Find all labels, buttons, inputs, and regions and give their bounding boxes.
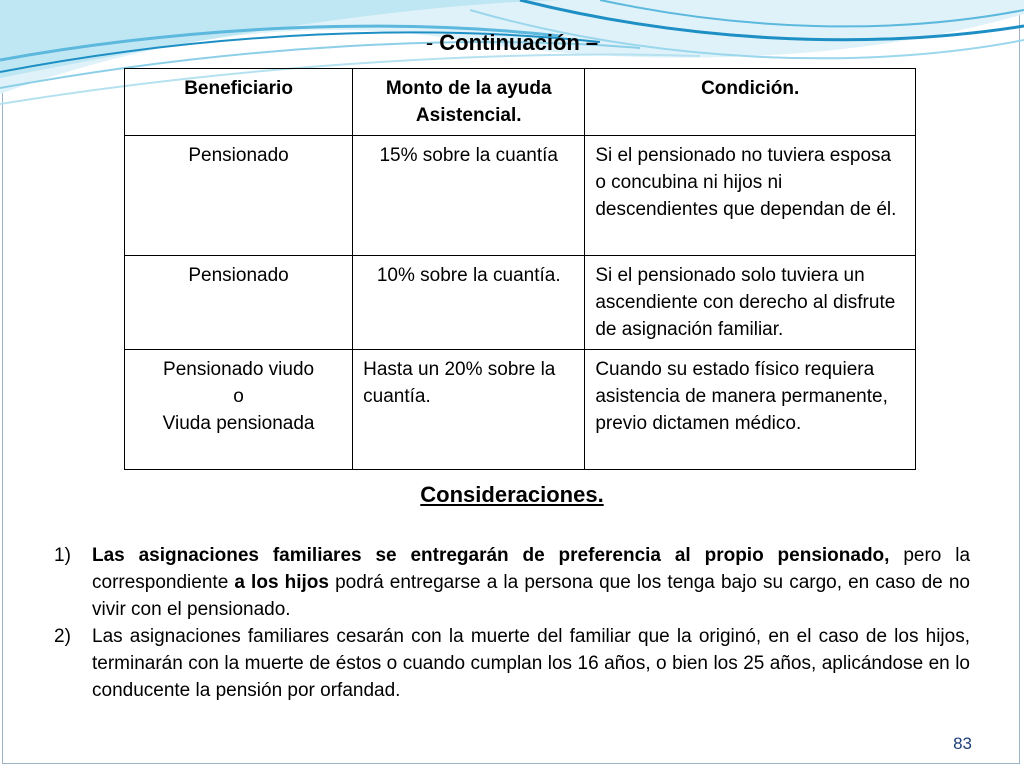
beneficiario-line: Pensionado viudo (163, 359, 315, 380)
cell-condicion: Cuando su estado físico requiera asistencia de manera permanente, previo dictamen médico. (585, 350, 916, 470)
item-text (92, 542, 970, 623)
item-bold-intro: Las asignaciones familiares se entregarán de preferencia al propio pensionado, (92, 545, 890, 566)
beneficiario-line: Pensionado (188, 265, 289, 286)
item-text: Las asignaciones familiares cesarán con la muerte del familiar que la originó, en el caso de los hijos, terminarán con la muerte de éstos o cuando cumplan los 16 años, o bien los 25 años, aplicándose en lo conducente la pensión por orfandad. (92, 626, 970, 701)
table-row (125, 350, 916, 470)
cell-monto: Hasta un 20% sobre la cuantía. (353, 350, 585, 470)
item-number: 1) (54, 545, 71, 566)
item-text-b: podrá entregarse a la persona que los tenga bajo su cargo, en caso de no vivir con el pensionado. (92, 572, 970, 620)
cell-beneficiario (125, 136, 353, 256)
considerations-list (54, 542, 970, 704)
header-beneficiario: Beneficiario (125, 69, 353, 136)
cell-beneficiario (125, 350, 353, 470)
title-dash: - (425, 30, 434, 55)
item-bold-mid: a los hijos (234, 572, 329, 593)
cell-condicion: Si el pensionado no tuviera esposa o concubina ni hijos ni descendientes que dependan de él. (585, 136, 916, 256)
cell-monto: 10% sobre la cuantía. (353, 256, 585, 350)
beneficiario-line: Viuda pensionada (162, 413, 315, 434)
list-item (54, 542, 970, 623)
list-item (54, 623, 970, 704)
table-header-row (125, 69, 916, 136)
item-number: 2) (54, 626, 71, 647)
slide-title (0, 30, 1024, 56)
page-number: 83 (953, 734, 972, 753)
considerations-heading: Consideraciones. (420, 482, 604, 507)
cell-monto: 15% sobre la cuantía (353, 136, 585, 256)
title-text: Continuación – (439, 30, 599, 55)
beneficiario-line: Pensionado (188, 145, 289, 166)
cell-condicion: Si el pensionado solo tuviera un ascendiente con derecho al disfrute de asignación familiar. (585, 256, 916, 350)
header-monto: Monto de la ayuda Asistencial. (353, 69, 585, 136)
table-row (125, 256, 916, 350)
cell-beneficiario (125, 256, 353, 350)
header-condicion: Condición. (585, 69, 916, 136)
beneficiario-line: o (233, 386, 244, 407)
item-text-a: pero la correspondiente (92, 545, 971, 593)
table-row (125, 136, 916, 256)
assistance-table (124, 68, 916, 470)
